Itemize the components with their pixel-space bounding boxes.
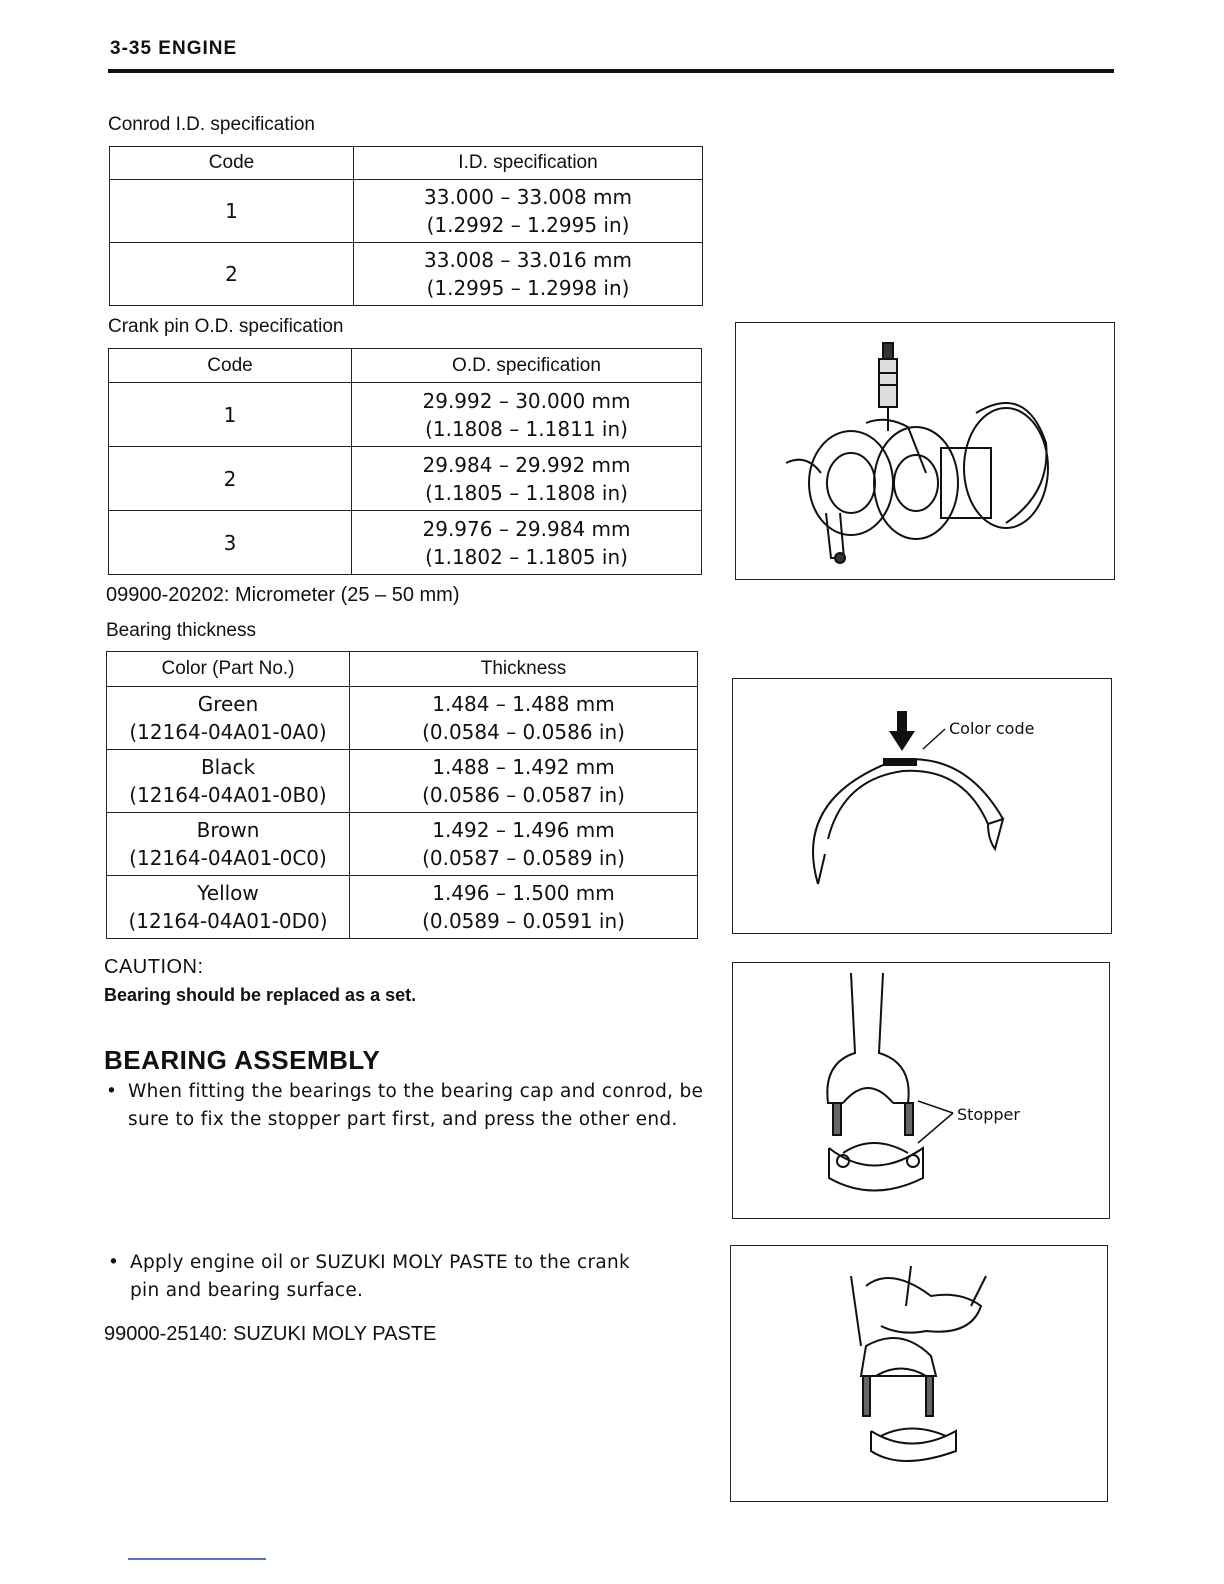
down-arrow-icon xyxy=(889,711,915,751)
bearing-thickness-cell xyxy=(350,813,698,876)
bearing-thickness-in: (0.0586 – 0.0587 in) xyxy=(422,783,625,807)
bearing-thickness-in: (0.0587 – 0.0589 in) xyxy=(422,846,625,870)
color-code-mark xyxy=(883,758,917,766)
micrometer-tool-line: 09900-20202: Micrometer (25 – 50 mm) xyxy=(106,584,460,606)
bearing-part-no: (12164-04A01-0C0) xyxy=(129,846,327,870)
conrod-spec-in: (1.2995 – 1.2998 in) xyxy=(426,276,630,300)
crankshaft-micrometer-illustration xyxy=(736,323,1114,579)
caution-label: CAUTION: xyxy=(104,956,204,978)
bearing-thickness-mm: 1.496 – 1.500 mm xyxy=(432,881,615,905)
conrod-spec-cell xyxy=(354,180,703,243)
page-header-title: 3-35 ENGINE xyxy=(110,38,238,59)
assembly-bullet-2 xyxy=(108,1249,710,1305)
crankpin-spec-cell xyxy=(352,383,702,447)
assembly-bullet-1 xyxy=(106,1078,708,1134)
bullet-2-line-2: pin and bearing surface. xyxy=(130,1280,364,1301)
bearing-thickness-mm: 1.484 – 1.488 mm xyxy=(432,692,615,716)
bearing-row xyxy=(107,687,698,750)
conrod-spec-in: (1.2992 – 1.2995 in) xyxy=(426,213,630,237)
bearing-color: Brown xyxy=(196,818,260,842)
bullet-dot: • xyxy=(106,1081,118,1102)
conrod-bearing-illustration xyxy=(733,963,1109,1218)
bearing-color-cell xyxy=(107,813,350,876)
bearing-row xyxy=(107,813,698,876)
bearing-thickness-cell xyxy=(350,876,698,939)
bearing-thickness-cell xyxy=(350,750,698,813)
crankpin-spec-cell xyxy=(352,447,702,511)
crankpin-row xyxy=(109,447,702,511)
conrod-paste-application-figure xyxy=(730,1245,1108,1502)
bearing-header-color: Color (Part No.) xyxy=(107,652,350,687)
conrod-row xyxy=(110,243,703,306)
bearing-table-caption: Bearing thickness xyxy=(106,620,256,641)
conrod-code-cell: 1 xyxy=(110,180,354,243)
bullet-1-line-1: When fitting the bearings to the bearing cap and conrod, be xyxy=(128,1081,704,1102)
bearing-thickness-cell xyxy=(350,687,698,750)
bullet-2-line-1: Apply engine oil or SUZUKI MOLY PASTE to the crank xyxy=(130,1252,631,1273)
stopper-label: Stopper xyxy=(957,1105,1020,1124)
bearing-thickness-table xyxy=(106,651,698,939)
caution-text: Bearing should be replaced as a set. xyxy=(104,985,417,1005)
conrod-id-table xyxy=(109,146,703,306)
bearing-thickness-in: (0.0584 – 0.0586 in) xyxy=(422,720,625,744)
bearing-thickness-mm: 1.492 – 1.496 mm xyxy=(432,818,615,842)
bearing-row xyxy=(107,876,698,939)
bearing-color: Black xyxy=(200,755,256,779)
conrod-stopper-figure xyxy=(732,962,1110,1219)
crankpin-header-spec: O.D. specification xyxy=(352,349,702,383)
bullet-1-line-2: sure to fix the stopper part first, and press the other end. xyxy=(128,1109,678,1130)
crankpin-spec-in: (1.1802 – 1.1805 in) xyxy=(425,544,628,569)
bearing-part-no: (12164-04A01-0B0) xyxy=(129,783,327,807)
crankpin-spec-mm: 29.976 – 29.984 mm xyxy=(422,516,631,541)
crankshaft-micrometer-figure xyxy=(735,322,1115,580)
crankpin-header-code: Code xyxy=(109,349,352,383)
header-rule xyxy=(108,69,1114,73)
crankpin-spec-mm: 29.984 – 29.992 mm xyxy=(422,452,631,477)
section-title: BEARING ASSEMBLY xyxy=(104,1045,381,1075)
bearing-color: Green xyxy=(197,692,259,716)
bearing-part-no: (12164-04A01-0D0) xyxy=(128,909,328,933)
conrod-header-spec: I.D. specification xyxy=(354,147,703,180)
moly-paste-tool-line: 99000-25140: SUZUKI MOLY PASTE xyxy=(104,1323,437,1345)
crankpin-row xyxy=(109,383,702,447)
bearing-part-no: (12164-04A01-0A0) xyxy=(129,720,327,744)
bearing-thickness-mm: 1.488 – 1.492 mm xyxy=(432,755,615,779)
conrod-spec-cell xyxy=(354,243,703,306)
footer-rule xyxy=(128,1558,266,1560)
conrod-header-code: Code xyxy=(110,147,354,180)
crankpin-spec-in: (1.1808 – 1.1811 in) xyxy=(425,416,628,441)
bearing-color-cell xyxy=(107,750,350,813)
crankpin-table-caption: Crank pin O.D. specification xyxy=(108,316,344,337)
crankpin-code-cell: 3 xyxy=(109,511,352,575)
conrod-spec-mm: 33.008 – 33.016 mm xyxy=(424,248,632,272)
conrod-code-cell: 2 xyxy=(110,243,354,306)
bullet-dot: • xyxy=(108,1252,120,1273)
bearing-shell-illustration xyxy=(733,679,1111,933)
crankpin-row xyxy=(109,511,702,575)
crankpin-spec-mm: 29.992 – 30.000 mm xyxy=(422,388,631,413)
bearing-row xyxy=(107,750,698,813)
conrod-row xyxy=(110,180,703,243)
crankpin-spec-cell xyxy=(352,511,702,575)
hand-conrod-illustration xyxy=(731,1246,1107,1501)
conrod-table-caption: Conrod I.D. specification xyxy=(108,114,315,135)
crankpin-od-table xyxy=(108,348,702,575)
crankpin-code-cell: 1 xyxy=(109,383,352,447)
conrod-spec-mm: 33.000 – 33.008 mm xyxy=(424,185,632,209)
bearing-color: Yellow xyxy=(197,881,259,905)
color-code-label: Color code xyxy=(949,719,1035,738)
crankpin-spec-in: (1.1805 – 1.1808 in) xyxy=(425,480,628,505)
bearing-thickness-in: (0.0589 – 0.0591 in) xyxy=(422,909,625,933)
bearing-color-cell xyxy=(107,687,350,750)
bearing-color-cell xyxy=(107,876,350,939)
bearing-color-code-figure xyxy=(732,678,1112,934)
bearing-header-thickness: Thickness xyxy=(350,652,698,687)
crankpin-code-cell: 2 xyxy=(109,447,352,511)
